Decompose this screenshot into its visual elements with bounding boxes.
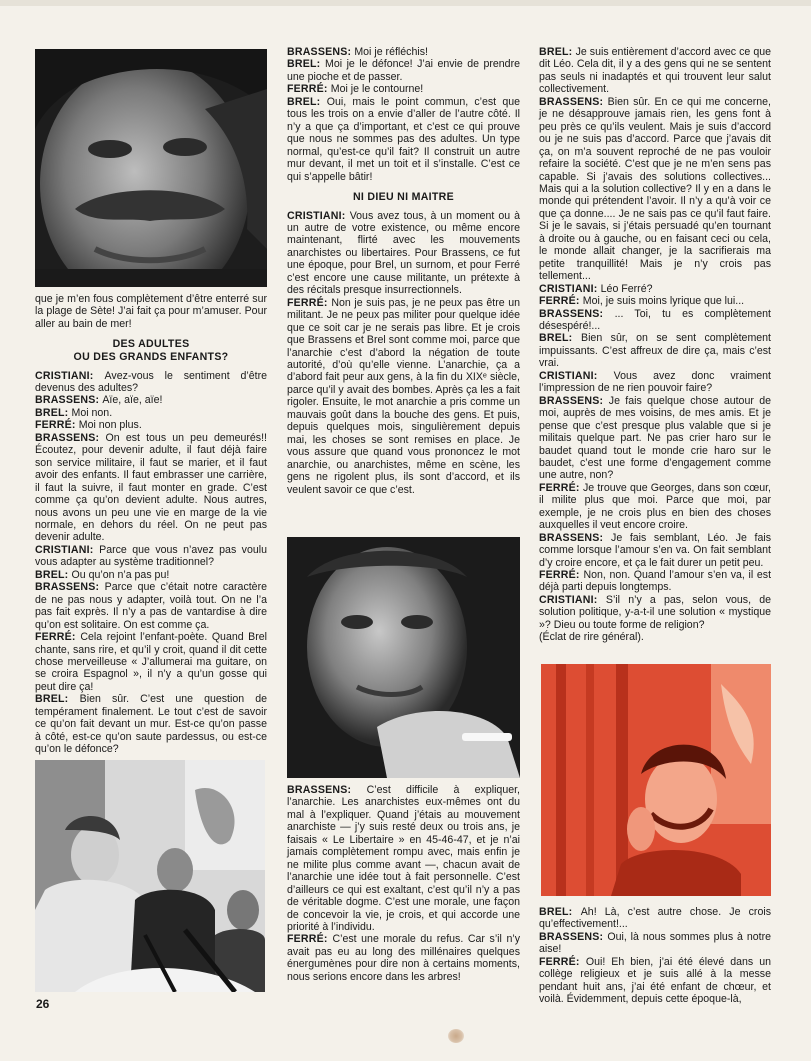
paragraph: CRISTIANI: S’il n’y a pas, selon vous, de solution politique, y-a-t-il une solution « mystique »? Dieu ou toute forme de religion? (539, 593, 771, 631)
speaker-label: FERRÉ (539, 569, 576, 582)
speaker-label: CRISTIANI (539, 369, 594, 382)
paragraph: FERRÉ: Moi, je suis moins lyrique que lui... (539, 295, 745, 308)
column-3-bottom (539, 906, 771, 1006)
speaker-label: CRISTIANI (35, 543, 90, 556)
paragraph: BRASSENS: Moi je réfléchis! (287, 46, 428, 58)
photo-brel-laughing (541, 664, 771, 896)
paragraph: FERRÉ: Non, non. Quand l’amour s’en va, il est déjà parti depuis longtemps. (539, 569, 772, 594)
speaker-label: BRASSENS (539, 307, 600, 320)
photo-group-discussion (35, 760, 265, 992)
speaker-label: FERRÉ (287, 933, 324, 946)
paragraph: BREL: Je suis entièrement d’accord avec ce que dit Léo. Cela dit, il y a des gens qui ne se sentent pas seuls ni inadaptés et qui trouvent leur salut collectivement. (539, 46, 771, 96)
column-1 (35, 293, 267, 756)
speaker-label: BREL (35, 406, 65, 419)
speaker-label: CRISTIANI (35, 369, 90, 382)
speaker-label: FERRÉ (539, 955, 576, 968)
speaker-label: BREL (539, 906, 569, 918)
speaker-label: BREL (287, 95, 317, 108)
speaker-label: BRASSENS (539, 531, 600, 544)
paragraph: FERRÉ: Oui! Eh bien, j’ai été élevé dans un collège religieux et je suis allé à la messe pendant huit ans, j’ai été enfant de chœur, et voilà. Évidemment, depuis cette époque-là, (539, 955, 771, 1006)
speaker-label: BRASSENS (35, 581, 96, 594)
speaker-label: BRASSENS (35, 394, 96, 407)
page-top-edge (0, 0, 811, 6)
paragraph: BRASSENS: Je fais quelque chose autour de moi, auprès de mes voisins, de mes amis. Et je pense que c’est presque plus valable que si je militais quelque part. Ne pas crier haro sur le baudet quand tout le monde crie haro sur le baudet, c’est une forme d’engagement comme une autre, non? (539, 394, 772, 482)
speaker-label: FERRÉ (287, 296, 324, 309)
speaker-label: FERRÉ (539, 295, 576, 308)
paragraph: FERRÉ: Je trouve que Georges, dans son cœur, il milite plus que moi. Parce que moi, par exemple, je ne crois plus en bien des choses auxquelles il veut encore croire. (539, 481, 771, 532)
paragraph: FERRÉ: Non je suis pas, je ne peux pas être un militant. Je ne peux pas militer pour quelque idée que ce soit car je ne serais pas libre. Et je crois que Brassens et Brel sont comme moi, parce que l’anarchie c’est d’abord la négation de toute autorité, d’où qu’elle vienne. L’anarchie, ça a d’abord fait peur aux gens, à la fin du XIXᵉ siècle, parce qu’il y avait des bombes. Après ça les a fait rigoler. Ensuite, le mot anarchie a pris comme un mauvais goût dans la bouche des gens. Et puis, depuis quelques mois, singulièrement depuis mai, les choses se sont remises en place. Je vous assure que quand vous prononcez le mot anarchie, ou anarchistes, même en scène, les gens ne rigolent plus, ils sont d’accord, et ils veulent savoir ce que c’est. (287, 296, 520, 496)
speaker-label: FERRÉ (539, 481, 576, 494)
speaker-label: BRASSENS (539, 95, 600, 108)
speaker-label: BRASSENS (539, 930, 600, 943)
photo-brassens-portrait (35, 49, 267, 287)
speaker-label: FERRÉ (287, 83, 324, 96)
paragraph: CRISTIANI: Léo Ferré? (539, 282, 653, 295)
section-heading-adultes: DES ADULTES OU DES GRANDS ENFANTS? (73, 338, 229, 363)
paragraph: FERRÉ: Cela rejoint l’enfant-poète. Quand Brel chante, sans rire, et qu’il y croit, quand il dit cette chose merveilleuse « J’allumerai ma guitare, on se croira Espagnol », il n’y a qu’un gosse qui peut dire ça! (35, 631, 268, 693)
speaker-label: BREL (539, 332, 569, 345)
column-3-top (539, 46, 771, 644)
paragraph: BRASSENS: Je fais semblant, Léo. Je fais comme lorsque l’amour s’en va. On fait semblant d’y croire encore, et ça le fait durer un petit peu. (539, 531, 771, 569)
paragraph: BRASSENS: Parce que c’était notre caractère de ne pas nous y adapter, voilà tout. On ne l’a pas fait exprès. Il n’y a pas de vantardise à dire qu’on est solitaire. On est comme ça. (35, 581, 267, 631)
paragraph: BRASSENS: C’est difficile à expliquer, l’anarchie. Les anarchistes eux-mêmes ont du mal à l’expliquer. Quand j’étais au mouvement anarchiste — j’y suis resté deux ou trois ans, je faisais « Le Libertaire » en 45-46-47, et je n’ai jamais complètement rompu avec, mais enfin je ne milite plus comme avant —, chacun avait de l’anarchie une idée tout à fait personnelle. C’est d’ailleurs ce qui est exaltant, c’est qu’il n’y a pas de véritable dogme. C’est une morale, une façon de concevoir la vie, je crois, et qui accorde une priorité à l’individu. (287, 784, 520, 933)
paragraph: CRISTIANI: Parce que vous n’avez pas voulu vous adapter au système traditionnel? (35, 543, 267, 569)
speaker-label: CRISTIANI (287, 209, 342, 222)
speaker-label: BRASSENS (287, 784, 348, 796)
paragraph: FERRÉ: C’est une morale du refus. Car s’il n’y avait pas eu au long des millénaires quelques énergumènes pour dire non à certains moments, nous serions encore dans les arbres! (287, 933, 521, 983)
paragraph: BRASSENS: ... Toi, tu es complètement désespéré!... (539, 307, 771, 332)
paragraph: que je m’en fous complètement d’être enterré sur la plage de Sète! J’ai fait ça pour m’amuser. Pour aller au bain de mer! (35, 293, 267, 330)
paragraph: FERRÉ: Moi je le contourne! (287, 83, 424, 96)
paragraph: BREL: Ou qu’on n’a pas pu! (35, 568, 170, 581)
speaker-label: BREL (539, 46, 569, 58)
paragraph: BRASSENS: Bien sûr. En ce qui me concerne, je ne désapprouve jamais rien, les gens font à peu près ce qu’ils veulent. Mais je suis d’accord ou je ne suis pas d’accord. Parce que j’avais dit ça, on m’a souvent reproché de ne pas vouloir refaire la société. C’est que je ne m’en sens pas capable. Si j’avais des solutions collectives... Mais qui a la solution collective? Il y en a dans le monde qui prétendent l’avoir. Il n’y a qu’à voir ce que ça donne.... Je ne sais pas ce qu’il faut faire. Si je le savais, si j’étais persuadé qu’en tournant à droite ou à gauche, ou en faisant ceci ou cela, le monde allait changer, je la sacrifierais ma petite tranquillité! Mais je n’y crois pas tellement... (539, 95, 771, 283)
speaker-label: BRASSENS (35, 431, 96, 444)
speaker-label: FERRÉ (35, 419, 72, 432)
photo-ferre-smoking (287, 537, 520, 778)
speaker-label: FERRÉ (35, 631, 72, 644)
page-number: 26 (36, 997, 50, 1011)
paragraph: FERRÉ: Moi non plus. (35, 419, 142, 432)
speaker-label: BRASSENS (539, 394, 600, 407)
paragraph: BREL: Moi non. (35, 406, 113, 419)
column-2-top (287, 46, 520, 496)
speaker-label: BREL (35, 568, 65, 581)
paragraph: BRASSENS: Aïe, aïe, aïe! (35, 394, 163, 407)
paragraph: CRISTIANI: Vous avez donc vraiment l’impression de ne rien pouvoir faire? (539, 369, 771, 395)
section-heading-ni-dieu: NI DIEU NI MAITRE (352, 190, 455, 203)
speaker-label: BRASSENS (287, 46, 348, 58)
speaker-label: BREL (35, 693, 65, 706)
speaker-label: BREL (287, 58, 317, 71)
paragraph-stage-note: (Éclat de rire général). (539, 631, 644, 644)
paragraph: BREL: Moi je le défonce! J’ai envie de prendre une pioche et de passer. (287, 58, 520, 83)
paragraph: BREL: Bien sûr, on se sent complètement impuissants. C’est affreux de dire ça, mais c’est vrai. (539, 332, 772, 370)
paper-stain (448, 1029, 464, 1043)
paragraph: BREL: Oui, mais le point commun, c’est que tous les trois on a envie d’aller de l’autre côté. Il n’y a que ça d’important, et c’est ce qui prouve que nous ne sommes pas des adultes. Un type normal, qu’est-ce qu’il fait? Il construit un autre mur devant, il met un toit et il s’installe. C’est ce qui s’appelle bâtir! (287, 95, 521, 183)
paragraph: CRISTIANI: Avez-vous le sentiment d’être devenus des adultes? (35, 369, 267, 394)
paragraph: BRASSENS: On est tous un peu demeurés!! Écoutez, pour devenir adulte, il faut déjà faire son service militaire, il faut se marier, et il faut avoir des enfants. Il faut embrasser une carrière, il faut la suivre, il faut monter en grade. C’est comme ça qu’on devient adulte. Nous autres, nous avons un peu une vie en marge de la vie normale, en dehors du réel. On ne peut pas devenir adulte. (35, 431, 267, 544)
paragraph: BREL: Ah! Là, c’est autre chose. Je crois qu’effectivement!... (539, 906, 772, 931)
paragraph: BRASSENS: Oui, là nous sommes plus à notre aise! (539, 930, 771, 956)
paragraph: CRISTIANI: Vous avez tous, à un moment ou à un autre de votre existence, ou même encore maintenant, flirté avec les mouvements anarchistes ou libertaires. Pour Brassens, ce fut une époque, pour Brel, un surnom, et pour Ferré c’est encore une cause militante, un prétexte à des récitals presque insurrectionnels. (287, 209, 520, 297)
column-2-bottom (287, 784, 520, 983)
speaker-label: CRISTIANI (539, 593, 594, 606)
paragraph: BREL: Bien sûr. C’est une question de tempérament finalement. Le tout c’est de savoir ce qu’on fait devant un mur. Est-ce qu’on passe à côté, est-ce qu’on saute pardessus, ou est-ce qu’on le défonce? (35, 693, 267, 756)
speaker-label: CRISTIANI (539, 282, 594, 295)
